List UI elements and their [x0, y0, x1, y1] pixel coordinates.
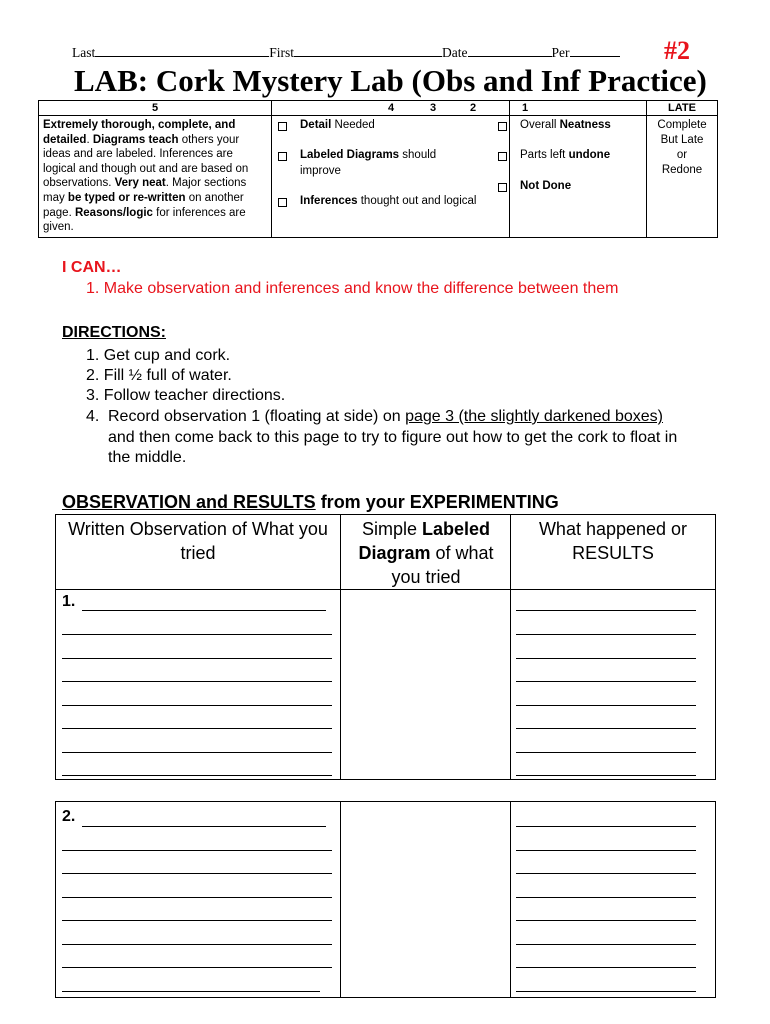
checkbox-icon[interactable] — [278, 152, 287, 161]
observation-1-line[interactable] — [82, 610, 326, 611]
goal-text: Make observation and inferences and know the difference between them — [103, 280, 619, 297]
rubric-item-label: Detail — [300, 119, 332, 131]
score-4-3-header — [272, 101, 510, 116]
score-3: 3 — [430, 102, 437, 114]
result-1-line[interactable] — [516, 705, 696, 706]
direction-step-2 — [86, 366, 232, 387]
observation-1-line[interactable] — [62, 634, 332, 635]
column-header-results: What happened or RESULTS — [538, 519, 688, 563]
score-5: 5 — [39, 101, 272, 116]
score-1-header — [510, 101, 647, 116]
result-1-line[interactable] — [516, 728, 696, 729]
observation-2-line[interactable] — [62, 873, 332, 874]
rubric-item-label: Overall — [520, 119, 560, 131]
row-number-1: 1. — [62, 593, 76, 610]
direction-step-1 — [86, 346, 230, 367]
step-text: Follow teacher directions. — [103, 387, 286, 404]
late-text: Redone — [661, 164, 703, 176]
directions-heading: DIRECTIONS: — [62, 324, 166, 341]
rubric-item-label: Needed — [331, 119, 375, 131]
step-number: 2. — [86, 367, 100, 384]
step-text: Fill ½ full of water. — [103, 367, 232, 384]
result-1-line[interactable] — [516, 775, 696, 776]
name-date-line — [72, 44, 620, 61]
observation-table-2 — [55, 801, 716, 998]
rubric-text: others your ideas and are labeled. Inferences are logical and though out and are based on observations. — [43, 133, 249, 190]
score-1: 1 — [522, 102, 529, 114]
step-text: Get cup and cork. — [103, 347, 231, 364]
late-text: Complete — [657, 119, 707, 131]
page-title: LAB: Cork Mystery Lab (Obs and Inf Practice) — [74, 63, 707, 98]
rubric-item-label: Labeled Diagrams — [300, 149, 400, 161]
rubric-text: Very neat — [114, 177, 166, 190]
result-1-line[interactable] — [516, 752, 696, 753]
late-description — [647, 116, 718, 238]
rubric-item-label: should improve — [300, 149, 437, 177]
observation-1-line[interactable] — [62, 705, 332, 706]
result-2-line[interactable] — [516, 991, 696, 992]
goal-number: 1. — [86, 280, 100, 297]
rubric-text: Diagrams teach — [92, 133, 179, 146]
score-1-items — [510, 116, 647, 238]
observation-2-line[interactable] — [82, 826, 326, 827]
direction-step-3 — [86, 386, 285, 407]
step-number: 1. — [86, 347, 100, 364]
first-label: First — [269, 45, 295, 60]
result-2-line[interactable] — [516, 944, 696, 945]
score-2: 2 — [470, 102, 477, 114]
rubric-score-row — [39, 101, 718, 116]
rubric-item-label: Neatness — [559, 119, 611, 131]
date-field[interactable] — [468, 44, 552, 57]
checkbox-icon[interactable] — [498, 183, 507, 192]
late-header: LATE — [647, 101, 718, 116]
observation-2-line[interactable] — [62, 920, 332, 921]
column-header-diagram — [344, 517, 508, 589]
result-2-line[interactable] — [516, 897, 696, 898]
last-label: Last — [72, 45, 96, 60]
rubric-text: Extremely thorough, complete, and detailed — [43, 119, 236, 146]
result-2-line[interactable] — [516, 873, 696, 874]
rubric-text: be typed or re-written — [67, 191, 186, 204]
per-label: Per — [551, 45, 570, 60]
header-text: of what you tried — [391, 543, 494, 587]
result-1-line[interactable] — [516, 610, 696, 611]
checkbox-icon[interactable] — [498, 152, 507, 161]
page-reference: page 3 (the slightly darkened boxes) — [405, 408, 663, 425]
date-label: Date — [442, 45, 468, 60]
grading-rubric — [38, 100, 718, 238]
observation-table-1 — [55, 514, 716, 780]
observation-1-line[interactable] — [62, 752, 332, 753]
observation-1-line[interactable] — [62, 658, 332, 659]
period-field[interactable] — [570, 44, 620, 57]
result-1-line[interactable] — [516, 681, 696, 682]
score-4: 4 — [388, 102, 395, 114]
late-text: But Late — [660, 134, 704, 146]
step-number: 3. — [86, 387, 100, 404]
rubric-item-label: undone — [568, 149, 611, 161]
rubric-item-label: Inferences — [300, 195, 358, 207]
result-2-line[interactable] — [516, 967, 696, 968]
observation-heading — [62, 492, 559, 513]
column-header-written-observation: Written Observation of What you tried — [68, 519, 328, 563]
heading-rest: from your EXPERIMENTING — [315, 492, 559, 512]
result-1-line[interactable] — [516, 634, 696, 635]
result-2-line[interactable] — [516, 920, 696, 921]
last-name-field[interactable] — [95, 44, 269, 57]
rubric-text: Reasons/logic — [74, 206, 153, 219]
rubric-item-label: Parts left — [520, 149, 569, 161]
observation-2-line[interactable] — [62, 850, 332, 851]
checkbox-icon[interactable] — [278, 122, 287, 131]
step-number: 4. — [86, 408, 100, 425]
observation-2-line[interactable] — [62, 967, 332, 968]
step-text: Record observation 1 (floating at side) on — [108, 408, 406, 425]
first-name-field[interactable] — [294, 44, 442, 57]
header-text: Diagram — [358, 543, 431, 563]
observation-2-line[interactable] — [62, 991, 320, 992]
rubric-text: for inferences are given. — [43, 206, 246, 234]
rubric-text: . — [86, 133, 93, 146]
late-text: or — [676, 149, 688, 161]
header-text: Simple — [361, 519, 422, 539]
lab-number: #2 — [664, 36, 690, 65]
checkbox-icon[interactable] — [498, 122, 507, 131]
result-2-line[interactable] — [516, 850, 696, 851]
heading-underlined: OBSERVATION and RESULTS — [62, 492, 316, 512]
learning-goal — [86, 280, 619, 298]
score-5-description — [39, 116, 272, 238]
observation-2-line[interactable] — [62, 897, 332, 898]
score-4-3-2-items — [272, 116, 510, 238]
direction-step-4 — [86, 407, 686, 469]
rubric-text: . Major sections may — [43, 177, 247, 204]
row-number-2: 2. — [62, 808, 76, 825]
rubric-item-label: thought out and logical — [357, 195, 477, 207]
observation-1-line[interactable] — [62, 681, 332, 682]
rubric-text: on another page. — [43, 191, 244, 219]
observation-1-line[interactable] — [62, 775, 332, 776]
ican-heading: I CAN… — [62, 259, 122, 276]
step-text: and then come back to this page to try to figure out how to get the cork to float in the middle. — [108, 428, 678, 466]
rubric-item-label: Not Done — [520, 180, 572, 192]
header-text: Labeled — [422, 519, 491, 539]
result-1-line[interactable] — [516, 658, 696, 659]
observation-1-line[interactable] — [62, 728, 332, 729]
checkbox-icon[interactable] — [278, 198, 287, 207]
observation-2-line[interactable] — [62, 944, 332, 945]
result-2-line[interactable] — [516, 826, 696, 827]
